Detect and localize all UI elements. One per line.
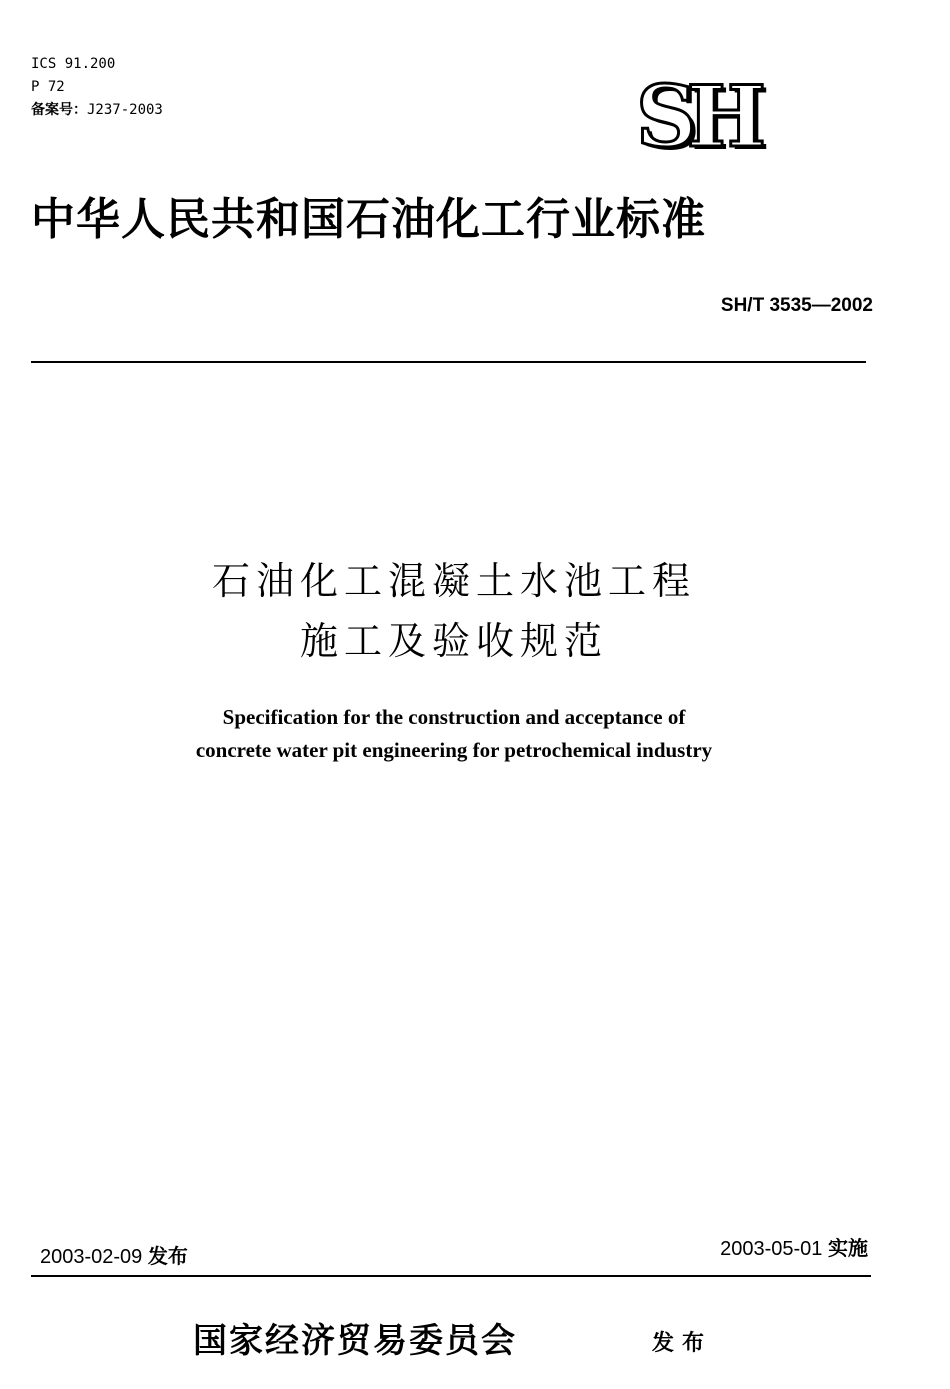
issuing-authority: 国家经济贸易委员会 [193,1321,517,1361]
filing-value: J237-2003 [87,102,163,118]
issue-label: 发布 [147,1246,188,1268]
top-divider [31,361,866,363]
implementation-date-value: 2003-05-01 [720,1238,823,1260]
industry-standard-title: 中华人民共和国石油化工行业标准 [31,194,706,245]
english-title-line-1: Specification for the construction and acceptance of [222,705,686,729]
implementation-date [720,1236,868,1262]
chinese-title-line-2: 施工及验收规范 [299,619,608,663]
classification-code: P 72 [31,79,65,95]
issuer-action: 发布 [652,1331,713,1356]
filing-label: 备案号： [31,102,87,118]
bottom-divider [31,1275,871,1277]
issue-date-value: 2003-02-09 [40,1246,143,1268]
standard-number: SH/T 3535—2002 [720,295,873,316]
implementation-label: 实施 [828,1238,868,1260]
chinese-title-line-1: 石油化工混凝土水池工程 [211,559,696,603]
ics-code: ICS 91.200 [31,56,116,72]
sh-logo: SH [636,67,757,166]
filing-number [31,101,163,119]
english-title-line-2: concrete water pit engineering for petrochemical industry [195,738,713,762]
issue-date [40,1244,188,1270]
